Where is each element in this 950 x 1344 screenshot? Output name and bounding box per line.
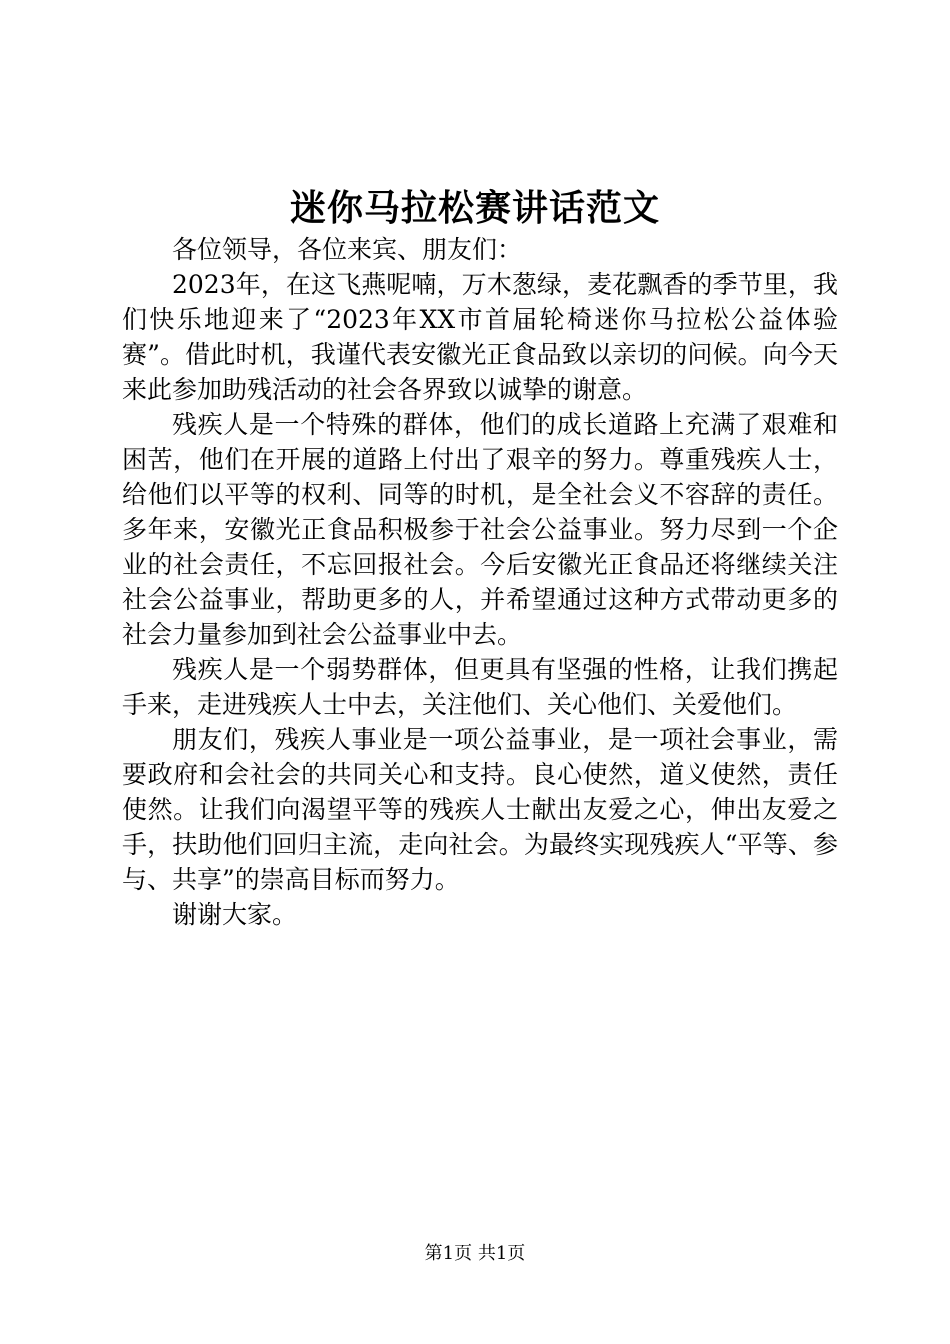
- body-paragraph-disabled-group: 残疾人是一个特殊的群体，他们的成长道路上充满了艰难和困苦，他们在开展的道路上付出了艰辛的努力。尊重残疾人士，给他们以平等的权利、同等的时机，是全社会义不容辞的责任。多年来，安徽光正食品积极参于社会公益事业。努力尽到一个企业的社会责任，不忘回报社会。今后安徽光正食品还将继续关注社会公益事业，帮助更多的人，并希望通过这种方式带动更多的社会力量参加到社会公益事业中去。: [122, 410, 838, 649]
- body-paragraph-join-hands: 残疾人是一个弱势群体，但更具有坚强的性格，让我们携起手来，走进残疾人士中去，关注他们、关心他们、关爱他们。: [122, 655, 838, 719]
- document-body: [122, 232, 838, 932]
- page-footer: 第1页 共1页: [424, 1243, 526, 1264]
- greeting-paragraph: 各位领导，各位来宾、朋友们：: [172, 235, 523, 264]
- opening-paragraph: 2023年，在这飞燕呢喃，万木葱绿，麦花飘香的季节里，我们快乐地迎来了“2023年XX市首届轮椅迷你马拉松公益体验赛”。借此时机，我谨代表安徽光正食品致以亲切的问候。向今天来此参加助残活动的社会各界致以诚挚的谢意。: [122, 270, 838, 404]
- document-title: 迷你马拉松赛讲话范文: [289, 187, 660, 229]
- closing-paragraph: 谢谢大家。: [172, 900, 298, 929]
- body-paragraph-friends: 朋友们，残疾人事业是一项公益事业，是一项社会事业，需要政府和会社会的共同关心和支持。良心使然，道义使然，责任使然。让我们向渴望平等的残疾人士献出友爱之心，伸出友爱之手，扶助他们回归主流，走向社会。为最终实现残疾人“平等、参与、共享”的崇高目标而努力。: [122, 725, 838, 894]
